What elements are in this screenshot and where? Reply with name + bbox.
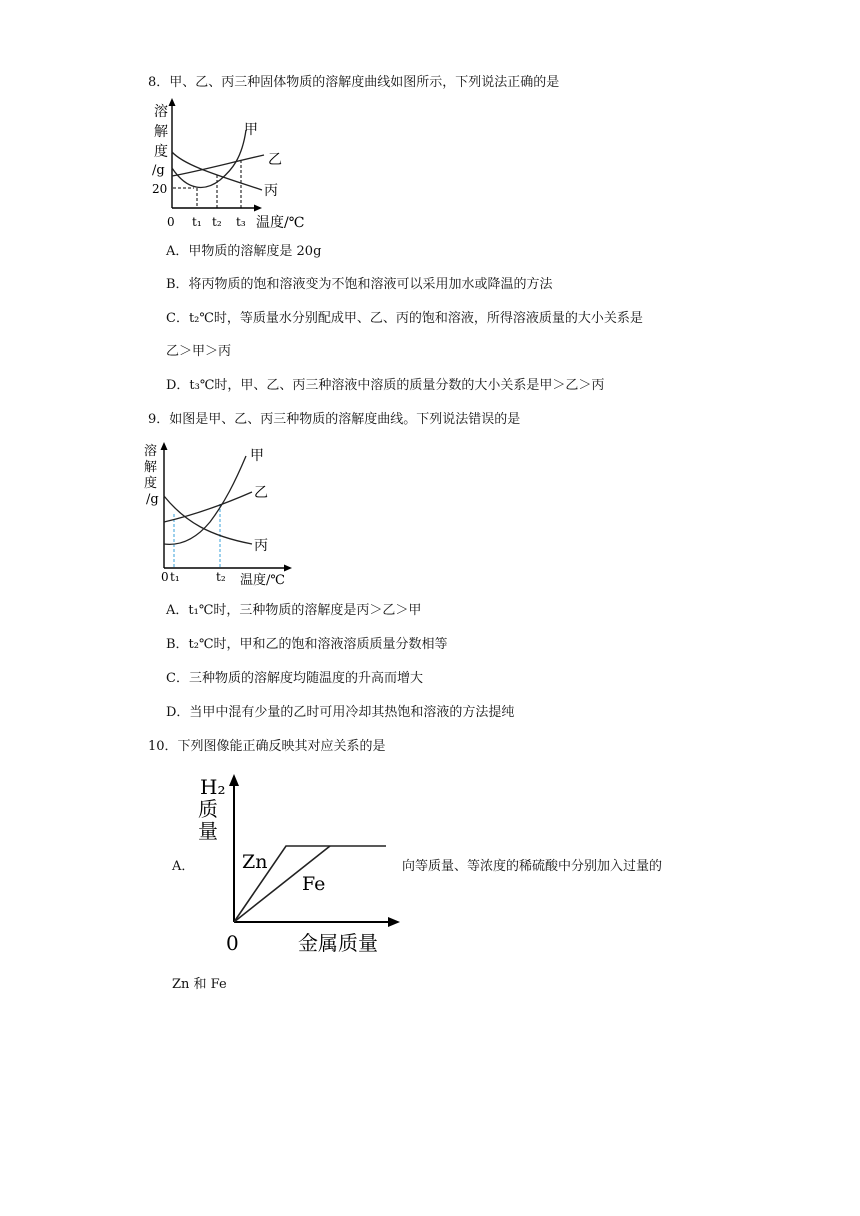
- q10-ylabel-h2: H₂: [200, 775, 226, 799]
- q8-y-tick-20: 20: [152, 182, 168, 196]
- q8-ylabel-4: /g: [152, 163, 165, 178]
- q10-xlabel: 金属质量: [298, 931, 378, 955]
- q9-ylabel-1: 溶: [144, 444, 158, 459]
- q8-x-arrow: [254, 205, 262, 212]
- q8-label-yi: 乙: [268, 152, 282, 168]
- question-9-title: 9．如图是甲、乙、丙三种物质的溶解度曲线。下列说法错误的是: [148, 412, 521, 427]
- question-8-title: 8．甲、乙、丙三种固体物质的溶解度曲线如图所示，下列说法正确的是: [148, 75, 560, 90]
- q9-curve-bing: [164, 496, 252, 544]
- q8-option-c-continued: 乙＞甲＞丙: [166, 344, 232, 359]
- q9-x-arrow: [284, 565, 292, 572]
- question-10-h2-mass-chart: [190, 764, 410, 960]
- q10-option-a-text-continued: Zn 和 Fe: [172, 977, 227, 992]
- q10-label-fe: Fe: [302, 873, 326, 895]
- q9-option-d: D．当甲中混有少量的乙时可用冷却其热饱和溶液的方法提纯: [166, 705, 515, 720]
- q8-origin: 0: [167, 215, 175, 229]
- q10-option-a-letter: A．: [172, 859, 195, 874]
- q8-tick-t3: t₃: [236, 215, 246, 229]
- q8-option-d: D．t₃℃时，甲、乙、丙三种溶液中溶质的质量分数的大小关系是甲＞乙＞丙: [166, 378, 605, 393]
- q9-label-bing: 丙: [254, 538, 268, 554]
- q9-label-yi: 乙: [254, 485, 268, 501]
- q10-ylabel-1: 质: [198, 797, 218, 821]
- q8-ylabel-3: 度: [154, 144, 168, 160]
- q8-ylabel-2: 解: [154, 124, 168, 140]
- q9-ylabel-3: 度: [144, 476, 158, 491]
- question-9-solubility-chart: [140, 440, 300, 588]
- q8-label-bing: 丙: [264, 183, 278, 199]
- q8-option-c: C．t₂℃时，等质量水分别配成甲、乙、丙的饱和溶液，所得溶液质量的大小关系是: [166, 311, 643, 326]
- q9-ylabel-4: /g: [146, 492, 159, 507]
- q9-option-b: B．t₂℃时，甲和乙的饱和溶液溶质质量分数相等: [166, 637, 448, 652]
- q8-option-a: A．甲物质的溶解度是 20g: [166, 244, 322, 259]
- q10-origin: 0: [226, 931, 239, 955]
- q8-ylabel-1: 溶: [154, 104, 168, 120]
- q10-x-arrow: [388, 917, 400, 927]
- q9-label-jia: 甲: [250, 448, 264, 464]
- q9-curve-yi: [164, 492, 252, 522]
- q8-xlabel: 温度/℃: [256, 215, 305, 231]
- q8-curve-yi: [172, 155, 264, 176]
- q8-tick-t1: t₁: [192, 215, 202, 229]
- q10-ylabel-2: 量: [198, 819, 218, 843]
- q10-option-a-text: 向等质量、等浓度的稀硫酸中分别加入过量的: [402, 859, 663, 874]
- question-10-title: 10．下列图像能正确反映其对应关系的是: [148, 739, 386, 754]
- q9-xlabel: 温度/℃: [240, 573, 285, 588]
- q8-y-arrow: [169, 98, 176, 106]
- q9-option-a: A．t₁℃时，三种物质的溶解度是丙＞乙＞甲: [166, 603, 422, 618]
- q9-option-c: C．三种物质的溶解度均随温度的升高而增大: [166, 671, 423, 686]
- q9-tick-t1: t₁: [170, 570, 180, 584]
- q8-curve-bing: [172, 152, 262, 190]
- q9-tick-t2: t₂: [216, 570, 226, 584]
- q9-y-arrow: [161, 442, 168, 450]
- q9-origin: 0: [161, 570, 169, 584]
- q10-y-arrow: [229, 774, 239, 786]
- q9-ylabel-2: 解: [144, 460, 158, 475]
- q10-label-zn: Zn: [242, 851, 268, 873]
- q8-curve-jia: [172, 130, 246, 187]
- q8-option-b: B．将丙物质的饱和溶液变为不饱和溶液可以采用加水或降温的方法: [166, 277, 553, 292]
- q8-tick-t2: t₂: [212, 215, 222, 229]
- question-8-solubility-chart: [140, 96, 305, 234]
- q8-label-jia: 甲: [244, 122, 258, 138]
